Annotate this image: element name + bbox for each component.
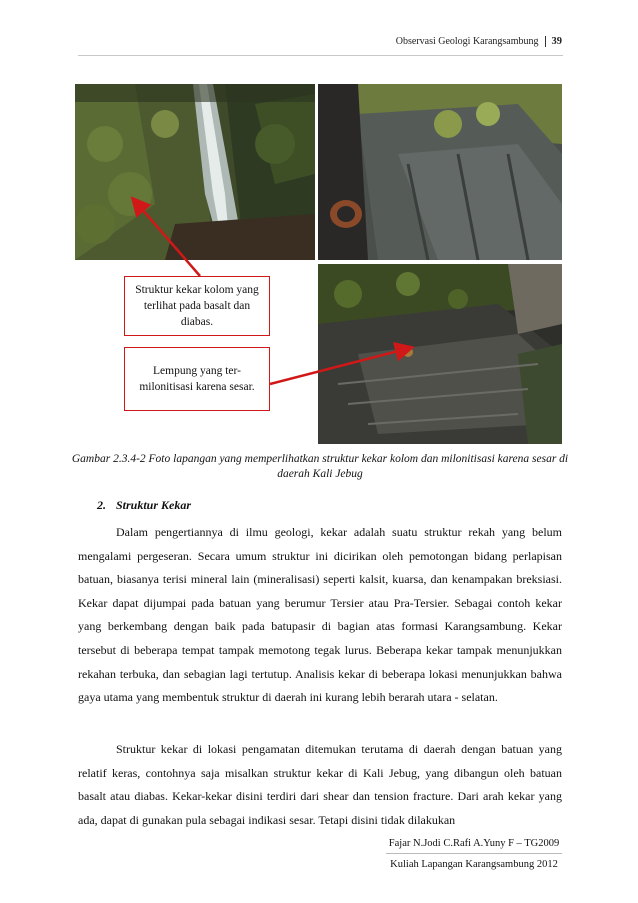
arrow-to-mylonitized-clay	[270, 348, 410, 384]
paragraph-text: Dalam pengertiannya di ilmu geologi, kekar adalah suatu struktur rekah yang belum mengalami pergeseran. Secara umum struktur ini dicirikan oleh pemotongan bidang perlapisan batuan, biasanya terisi mineral lain (mineralisasi) seperti kalsit, kuarsa, dan kenampakan breksiasi. Kekar dapat dijumpai pada batuan yang berumur Tersier atau Pra-Tersier. Sebagai contoh kekar yang berkembang dengan baik pada batupasir di bagian atas formasi Karangsambung. Kekar tersebut di beberapa tempat tampak memotong tegak lurus. Beberapa kekar tampak menunjukkan rekahan terbuka, dan sebagian lagi tertutup. Analisis kekar di beberapa lokasi menunjukkan bahwa gaya utama yang membentuk struktur di daerah ini kurang lebih berarah utara - selatan.	[78, 525, 562, 705]
section-number: 2.	[97, 498, 106, 512]
section-heading	[97, 498, 191, 513]
footer-authors: Fajar N.Jodi C.Rafi A.Yuny F – TG2009	[388, 838, 560, 849]
section-title: Struktur Kekar	[116, 498, 192, 512]
paragraph-text: Struktur kekar di lokasi pengamatan ditemukan terutama di daerah dengan batuan yang relatif keras, contohnya saja misalkan struktur kekar di Kali Jebug, yang dibangun oleh batuan basalt atau diabas. Kekar-kekar disini terdiri dari shear dan tension fracture. Dari arah kekar yang ada, dapat di gunakan pula sebagai indikasi sesar. Tetapi disini tidak dilakukan	[78, 742, 562, 827]
figure-caption: Gambar 2.3.4-2 Foto lapangan yang memperlihatkan struktur kekar kolom dan milonitisasi karena sesar di daerah Kali Jebug	[71, 453, 569, 480]
callout-column-joint-text: Struktur kekar kolom yang terlihat pada basalt dan diabas.	[135, 284, 259, 328]
header-title: Observasi Geologi Karangsambung	[395, 36, 539, 47]
page-footer	[386, 838, 562, 870]
callout-column-joint	[124, 276, 270, 336]
arrow-to-column-joint	[134, 200, 200, 276]
footer-course: Kuliah Lapangan Karangsambung 2012	[386, 853, 562, 870]
callout-mylonitized-clay	[124, 347, 270, 411]
body-paragraph	[78, 521, 562, 710]
body-paragraph	[78, 738, 562, 832]
callout-mylonitized-clay-text: Lempung yang ter-milonitisasi karena sesar.	[139, 365, 255, 393]
page-number: 39	[551, 36, 562, 47]
